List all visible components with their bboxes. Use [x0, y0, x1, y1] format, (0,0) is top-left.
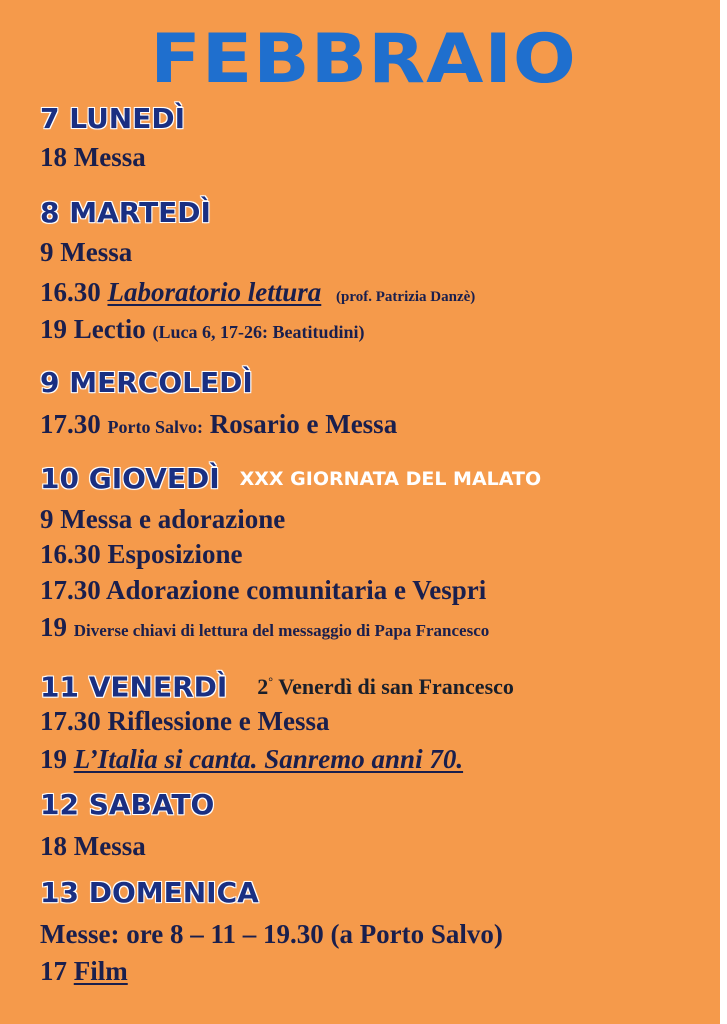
event-time: 17 — [40, 956, 67, 986]
event-time: 18 — [40, 142, 67, 172]
event-text: Lectio — [73, 314, 146, 344]
event-line — [40, 538, 243, 570]
day-heading-sunday: 13 DOMENICA — [40, 876, 259, 909]
event-text: Messa — [60, 237, 133, 267]
event-line — [40, 705, 329, 737]
event-text: Rosario e Messa — [209, 409, 398, 439]
page-edge — [720, 0, 727, 1024]
special-day-tag: XXX GIORNATA DEL MALATO — [239, 468, 542, 490]
event-time: 18 — [40, 831, 67, 861]
event-line — [40, 611, 489, 647]
event-note: (Luca 6, 17-26: Beatitudini) — [152, 322, 365, 342]
event-text: Riflessione e Messa — [107, 706, 330, 736]
event-text: Messa — [73, 142, 146, 172]
event-time: 19 — [40, 612, 67, 642]
event-time: 17.30 — [40, 575, 101, 605]
event-text: Messa e adorazione — [60, 504, 286, 534]
event-time: 17.30 — [40, 706, 101, 736]
day-heading-label: 11 VENERDÌ — [40, 670, 228, 704]
event-text: Adorazione comunitaria e Vespri — [106, 575, 487, 605]
event-time: 17.30 — [40, 409, 101, 439]
day-heading-wednesday: 9 MERCOLEDÌ — [40, 366, 253, 399]
event-time: 9 — [40, 504, 54, 534]
event-line — [40, 408, 397, 443]
event-time: 16.30 — [40, 539, 101, 569]
event-line — [40, 918, 503, 950]
tag-text: Venerdì di san Francesco — [278, 674, 514, 700]
day-heading-thursday — [40, 462, 541, 496]
day-heading-saturday: 12 SABATO — [40, 788, 215, 821]
event-time: 16.30 — [40, 277, 101, 307]
event-text-sanremo: L’Italia si canta. Sanremo anni 70. — [73, 744, 464, 774]
special-day-tag — [257, 674, 514, 699]
day-heading-tuesday: 8 MARTEDÌ — [40, 196, 211, 229]
event-text-reading-lab: Laboratorio lettura — [107, 277, 322, 307]
event-line — [40, 141, 146, 173]
tag-number: 2 — [257, 674, 269, 700]
event-line — [40, 236, 132, 268]
event-line — [40, 830, 146, 862]
event-line — [40, 955, 128, 987]
event-time: 19 — [40, 744, 67, 774]
day-heading-label: 10 GIOVEDÌ — [40, 462, 220, 495]
event-line — [40, 574, 486, 606]
event-text: Diverse chiavi di lettura del messaggio di Papa Francesco — [73, 621, 490, 640]
month-title: FEBBRAIO — [150, 19, 577, 99]
day-heading-monday: 7 LUNEDÌ — [40, 102, 186, 135]
event-note: (prof. Patrizia Danzè) — [336, 289, 476, 305]
event-line — [40, 503, 285, 535]
event-text: Messa — [73, 831, 146, 861]
day-heading-friday — [40, 665, 514, 704]
event-line — [40, 743, 463, 775]
event-time: 9 — [40, 237, 54, 267]
event-location: Porto Salvo: — [107, 417, 203, 437]
event-line — [40, 276, 475, 313]
tag-ordinal: ° — [268, 675, 274, 689]
event-time: 19 — [40, 314, 67, 344]
event-text: Messe: ore 8 – 11 – 19.30 (a Porto Salvo) — [40, 919, 503, 949]
event-text-film: Film — [73, 956, 128, 986]
event-text: Esposizione — [107, 539, 243, 569]
event-line — [40, 313, 365, 348]
